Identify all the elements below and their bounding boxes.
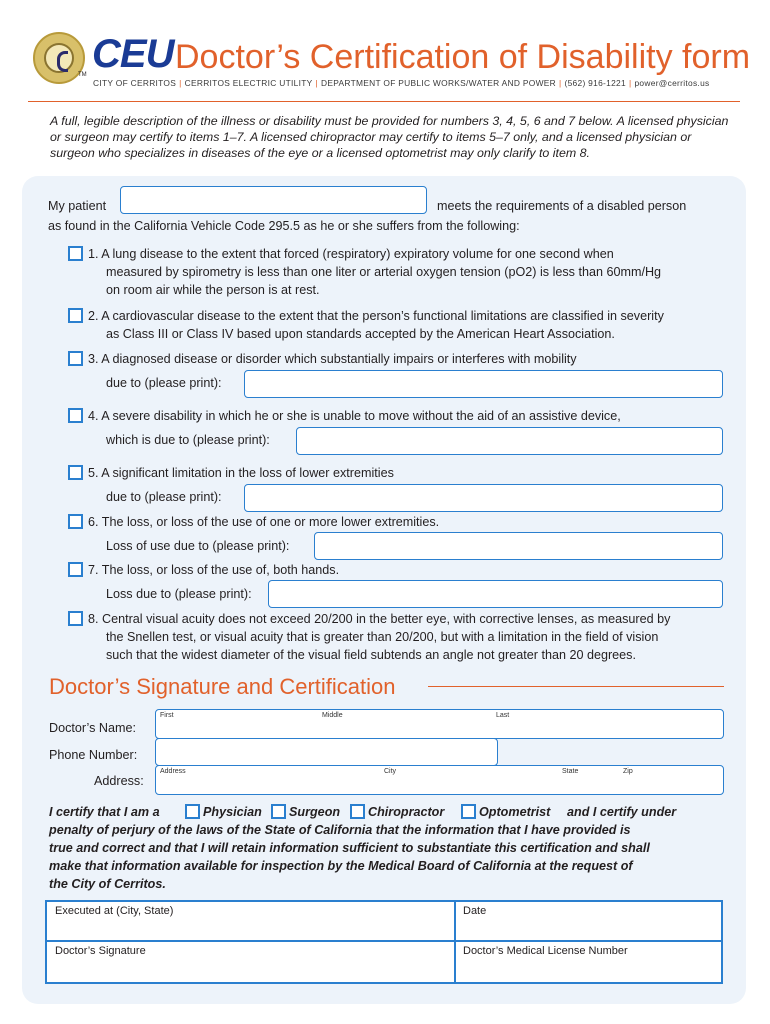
item-2-text: 2. A cardiovascular disease to the extent that the person’s functional limitations are classified in severity [88,309,664,323]
doctor-name-field[interactable] [155,709,724,739]
org-utility: CERRITOS ELECTRIC UTILITY [184,78,313,88]
separator: | [315,78,318,88]
doctor-signature-label: Doctor’s Signature [55,945,146,957]
optometrist-label: Optometrist [479,805,551,819]
patient-prefix-label: My patient [48,199,107,213]
item-8-text: the Snellen test, or visual acuity that is greater than 20/200, but with a limitation in the field of vision [106,630,659,644]
physician-label: Physician [203,805,262,819]
middle-name-sublabel: Middle [322,712,343,719]
surgeon-label: Surgeon [289,805,341,819]
item-5-checkbox[interactable] [68,465,83,480]
doctor-name-label: Doctor’s Name: [49,721,137,735]
address-field[interactable] [155,765,724,795]
optometrist-checkbox[interactable] [461,804,476,819]
certify-text-line: the City of Cerritos. [49,877,166,891]
item-6-checkbox[interactable] [68,514,83,529]
signature-table [45,900,723,984]
item-3-cause-field[interactable] [244,370,723,398]
item-2-text: as Class III or Class IV based upon standards accepted by the American Heart Association. [106,327,615,341]
zip-sublabel: Zip [623,768,633,775]
certify-text-line: make that information available for inspection by the Medical Board of California at the request of [49,859,633,873]
state-sublabel: State [562,768,579,775]
signature-section-heading: Doctor’s Signature and Certification [49,674,396,699]
item-1-text: on room air while the person is at rest. [106,283,320,297]
org-city: CITY OF CERRITOS [93,78,177,88]
separator: | [628,78,632,88]
certify-prefix: I certify that I am a [49,805,160,819]
license-number-label: Doctor’s Medical License Number [463,945,628,957]
chiropractor-checkbox[interactable] [350,804,365,819]
org-email[interactable]: power@cerritos.us [634,78,710,88]
item-1-checkbox[interactable] [68,246,83,261]
last-name-sublabel: Last [496,712,510,719]
trademark-mark: TM [78,72,87,78]
org-phone: (562) 916-1221 [564,78,626,88]
patient-name-field[interactable] [120,186,427,214]
patient-statement-line: as found in the California Vehicle Code 295.5 as he or she suffers from the following: [48,219,520,233]
item-4-cause-field[interactable] [296,427,723,455]
ceu-logo: CEU [92,32,174,76]
address-label: Address: [94,774,144,788]
item-4-text: 4. A severe disability in which he or she is unable to move without the aid of an assistive device, [88,409,621,423]
organization-line [93,78,710,88]
item-2-checkbox[interactable] [68,308,83,323]
chiropractor-label: Chiropractor [368,805,445,819]
item-8-checkbox[interactable] [68,611,83,626]
surgeon-checkbox[interactable] [271,804,286,819]
heading-rule [428,686,724,687]
item-7-checkbox[interactable] [68,562,83,577]
item-6-cause-field[interactable] [314,532,723,560]
item-1-text: 1. A lung disease to the extent that forced (respiratory) expiratory volume for one second when [88,247,614,261]
intro-instructions: A full, legible description of the illness or disability must be provided for numbers 3, 4, 5, 6 and 7 below. A licensed physician or surgeon may certify to items 1–7. A licensed chiropractor may certify to items 5–7 only, and a licensed physician or surgeon who specializes in diseases of the eye or a licensed optometrist may only clarify to item 8. [50,114,729,160]
phone-label: Phone Number: [49,748,138,762]
org-department: DEPARTMENT OF PUBLIC WORKS/WATER AND POWER [320,78,557,88]
city-sublabel: City [384,768,397,775]
item-5-text: 5. A significant limitation in the loss of lower extremities [88,466,394,480]
item-5-cause-field[interactable] [244,484,723,512]
item-4-checkbox[interactable] [68,408,83,423]
patient-suffix-label: meets the requirements of a disabled person [437,199,687,213]
executed-at-label: Executed at (City, State) [55,905,174,917]
separator: | [179,78,182,88]
certify-text-line: true and correct and that I will retain information sufficient to substantiate this certification and shall [49,841,650,855]
item-6-field-label: Loss of use due to (please print): [106,539,290,553]
street-sublabel: Address [160,768,186,775]
item-6-text: 6. The loss, or loss of the use of one or more lower extremities. [88,515,440,529]
item-8-text: such that the widest diameter of the visual field subtends an angle not greater than 20 degrees. [106,648,636,662]
certify-continuation: and I certify under [567,805,677,819]
item-3-field-label: due to (please print): [106,376,222,390]
table-divider-horizontal [47,940,721,942]
item-7-cause-field[interactable] [268,580,723,608]
physician-checkbox[interactable] [185,804,200,819]
separator: | [559,78,562,88]
item-8-text: 8. Central visual acuity does not exceed 20/200 in the better eye, with corrective lenses, as measured by [88,612,671,626]
table-divider-vertical [454,902,456,982]
certify-text-line: penalty of perjury of the laws of the State of California that the information that I have provided is [49,823,631,837]
first-name-sublabel: First [160,712,174,719]
phone-number-field[interactable] [155,738,498,766]
item-7-text: 7. The loss, or loss of the use of, both hands. [88,563,340,577]
date-label: Date [463,905,487,917]
item-5-field-label: due to (please print): [106,490,222,504]
item-1-text: measured by spirometry is less than one liter or arterial oxygen tension (pO2) is less than 60mm/Hg [106,265,662,279]
item-3-checkbox[interactable] [68,351,83,366]
page-title: Doctor’s Certification of Disability form [175,38,751,76]
item-7-field-label: Loss due to (please print): [106,587,252,601]
header-divider [28,101,740,102]
item-3-text: 3. A diagnosed disease or disorder which substantially impairs or interferes with mobility [88,352,577,366]
item-4-field-label: which is due to (please print): [106,433,270,447]
